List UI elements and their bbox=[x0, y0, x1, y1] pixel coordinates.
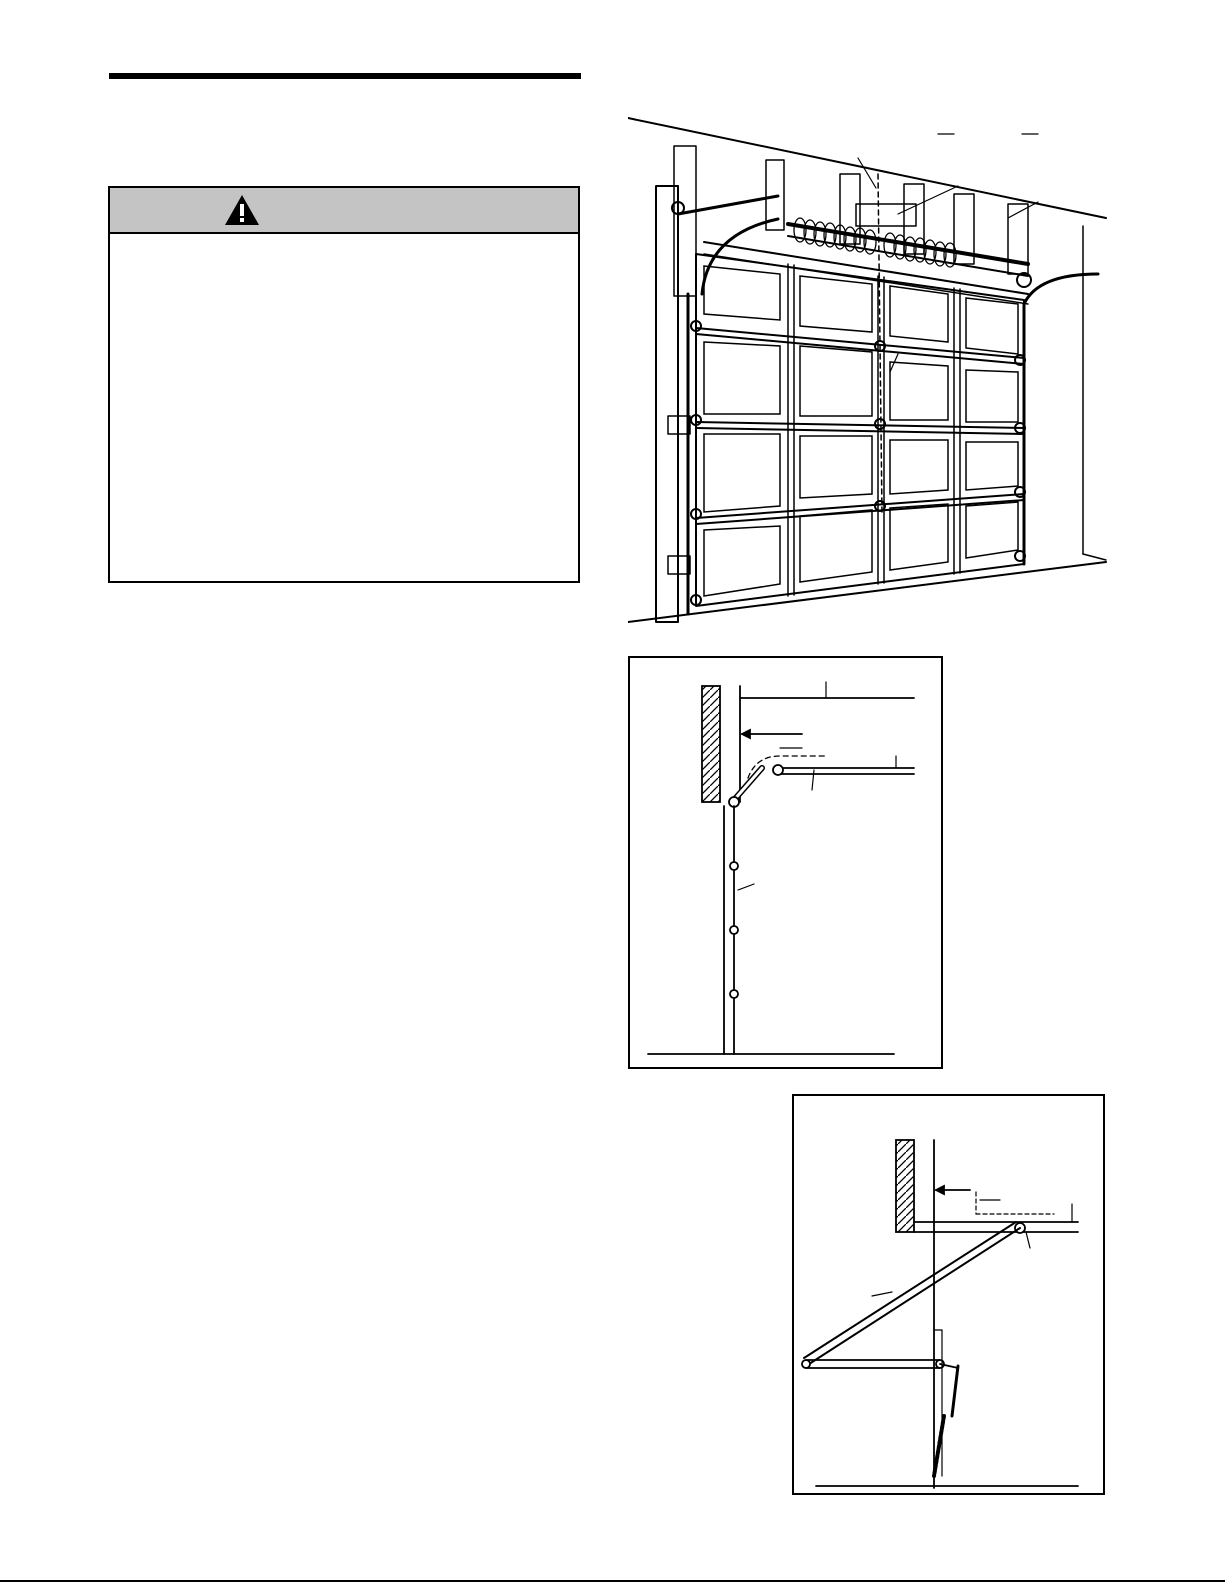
warning-header bbox=[110, 188, 578, 234]
warning-triangle-icon bbox=[224, 194, 260, 226]
top-rule bbox=[109, 73, 581, 79]
bottom-rule bbox=[0, 1580, 1225, 1582]
high-headroom-figure bbox=[792, 1094, 1105, 1495]
door-overview-drawing bbox=[628, 114, 1118, 629]
low-headroom-figure bbox=[628, 656, 943, 1069]
high-headroom-drawing bbox=[794, 1096, 1103, 1493]
header-wall bbox=[896, 1140, 914, 1232]
floor-line bbox=[628, 562, 1106, 622]
warning-body bbox=[110, 234, 578, 262]
door-overview-figure bbox=[628, 114, 1118, 634]
header-wall bbox=[702, 686, 720, 802]
low-headroom-drawing bbox=[630, 658, 941, 1067]
warning-box bbox=[108, 186, 580, 583]
ceiling-line bbox=[628, 118, 1106, 218]
